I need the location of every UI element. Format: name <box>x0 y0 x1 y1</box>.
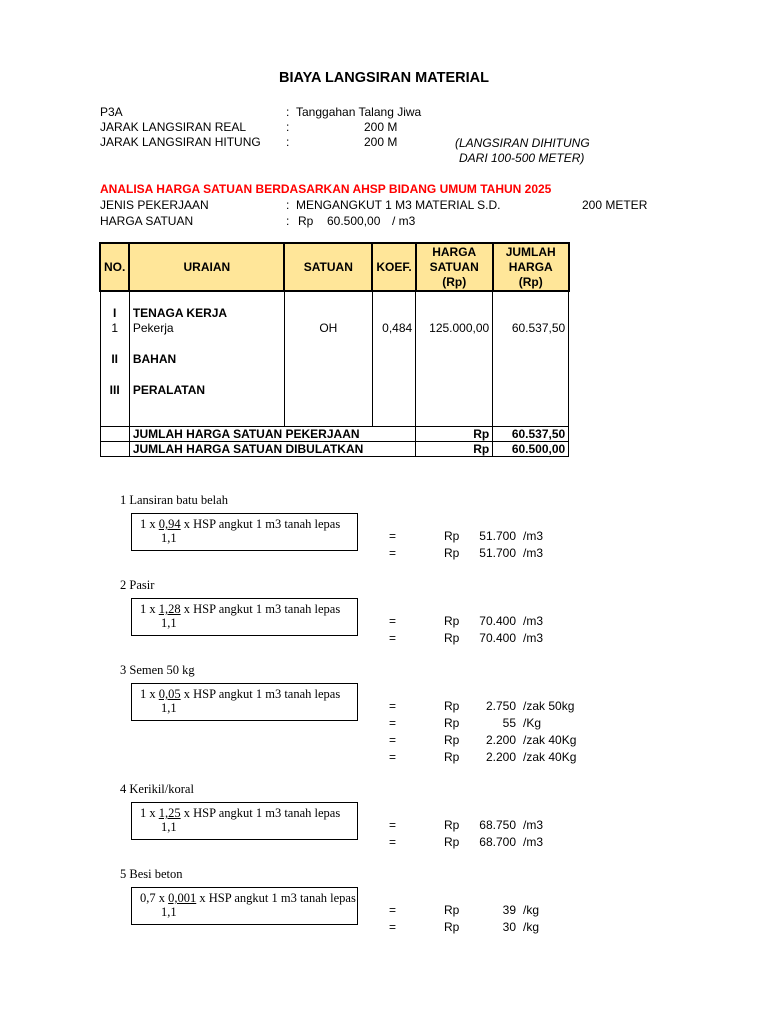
item-1-satuan: OH <box>319 321 338 335</box>
material-heading: 2 Pasir <box>120 578 155 592</box>
header-harga-satuan <box>416 243 493 291</box>
section-2-title: BAHAN <box>132 352 177 366</box>
header-koef: KOEF. <box>372 243 415 291</box>
result-amount: 55 <box>502 716 516 730</box>
result-unit: /zak 40Kg <box>523 733 577 747</box>
distance-note-line2: DARI 100-500 METER) <box>459 151 585 165</box>
result-equals: = <box>389 631 397 645</box>
distance-note-line1: (LANGSIRAN DIHITUNG <box>455 136 590 150</box>
result-equals: = <box>389 733 397 747</box>
header-no: NO. <box>100 243 129 291</box>
real-distance-colon: : <box>286 120 290 134</box>
formula-factor: 0,001 <box>168 891 197 905</box>
work-type-distance: 200 METER <box>582 198 648 212</box>
formula-box <box>131 683 358 721</box>
formula-suffix: x HSP angkut 1 m3 tanah lepas <box>183 806 341 820</box>
result-amount: 68.700 <box>479 835 516 849</box>
result-unit: /m3 <box>523 835 544 849</box>
formula-box <box>131 887 358 925</box>
result-equals: = <box>389 903 397 917</box>
result-currency: Rp <box>444 631 460 645</box>
result-currency: Rp <box>444 818 460 832</box>
formula-denominator: 1,1 <box>161 701 177 715</box>
formula-suffix: x HSP angkut 1 m3 tanah lepas <box>183 517 341 531</box>
total-row <box>100 427 569 442</box>
formula-suffix: x HSP angkut 1 m3 tanah lepas <box>199 891 356 905</box>
formula-prefix: 0,7 x <box>140 891 165 905</box>
formula-suffix: x HSP angkut 1 m3 tanah lepas <box>183 687 341 701</box>
unit-price-currency: Rp <box>298 214 314 228</box>
table-header-row <box>100 243 569 291</box>
page-title: BIAYA LANGSIRAN MATERIAL <box>279 70 489 86</box>
total-value: 60.537,50 <box>493 427 569 442</box>
result-unit: /zak 50kg <box>523 699 575 713</box>
work-type-label: JENIS PEKERJAAN <box>100 198 209 212</box>
unit-price-colon: : <box>286 214 290 228</box>
analysis-table <box>99 242 570 457</box>
real-distance-label: JARAK LANGSIRAN REAL <box>100 120 247 134</box>
rounded-total-row <box>100 442 569 457</box>
formula-factor: 0,94 <box>158 517 181 531</box>
material-heading: 3 Semen 50 kg <box>120 663 195 677</box>
analysis-heading: ANALISA HARGA SATUAN BERDASARKAN AHSP BIDANG UMUM TAHUN 2025 <box>100 182 552 196</box>
result-equals: = <box>389 529 397 543</box>
header-jumlah-line1: JUMLAH <box>505 244 556 259</box>
body-koef-column <box>372 291 415 427</box>
result-amount: 2.200 <box>485 733 516 747</box>
rounded-total-label: JUMLAH HARGA SATUAN DIBULATKAN <box>129 442 415 457</box>
result-amount: 39 <box>502 903 516 917</box>
result-amount: 2.750 <box>485 699 516 713</box>
body-harga-column <box>416 291 493 427</box>
header-satuan: SATUAN <box>284 243 372 291</box>
rounded-total-value: 60.500,00 <box>493 442 569 457</box>
header-jumlah-line2: HARGA <box>508 259 553 274</box>
result-unit: /m3 <box>523 818 544 832</box>
result-currency: Rp <box>444 546 460 560</box>
result-equals: = <box>389 614 397 628</box>
formula-prefix: 1 x <box>140 602 156 616</box>
section-1-no: I <box>113 306 117 320</box>
section-3-no: III <box>109 383 120 397</box>
formula-factor: 1,25 <box>158 806 181 820</box>
result-equals: = <box>389 835 397 849</box>
result-equals: = <box>389 750 397 764</box>
work-type-colon: : <box>286 198 290 212</box>
result-amount: 2.200 <box>485 750 516 764</box>
p3a-colon: : <box>286 105 290 119</box>
result-amount: 70.400 <box>479 631 516 645</box>
result-currency: Rp <box>444 614 460 628</box>
result-unit: /m3 <box>523 529 544 543</box>
formula-denominator: 1,1 <box>161 820 177 834</box>
header-uraian: URAIAN <box>129 243 284 291</box>
result-unit: /m3 <box>523 546 544 560</box>
formula-numerator <box>140 517 340 532</box>
result-unit: /kg <box>523 903 540 917</box>
item-1-name: Pekerja <box>132 321 174 335</box>
formula-denominator: 1,1 <box>161 531 177 545</box>
result-currency: Rp <box>444 699 460 713</box>
formula-numerator <box>140 687 340 702</box>
formula-prefix: 1 x <box>140 517 156 531</box>
header-harga-line3: (Rp) <box>442 274 467 289</box>
section-3-title: PERALATAN <box>132 383 206 397</box>
rounded-total-currency: Rp <box>416 442 493 457</box>
item-1-koef: 0,484 <box>382 321 413 335</box>
result-unit: /m3 <box>523 614 544 628</box>
result-amount: 51.700 <box>479 529 516 543</box>
result-unit: /m3 <box>523 631 544 645</box>
header-jumlah-line3: (Rp) <box>518 274 543 289</box>
body-satuan-column <box>284 291 372 427</box>
formula-prefix: 1 x <box>140 806 156 820</box>
formula-numerator <box>140 891 356 906</box>
result-unit: /zak 40Kg <box>523 750 577 764</box>
result-currency: Rp <box>444 529 460 543</box>
body-jumlah-column <box>493 291 569 427</box>
result-equals: = <box>389 546 397 560</box>
formula-numerator <box>140 602 340 617</box>
formula-suffix: x HSP angkut 1 m3 tanah lepas <box>183 602 341 616</box>
calc-distance-label: JARAK LANGSIRAN HITUNG <box>100 135 261 149</box>
formula-factor: 1,28 <box>158 602 181 616</box>
unit-price-unit: / m3 <box>392 214 416 228</box>
result-amount: 51.700 <box>479 546 516 560</box>
result-currency: Rp <box>444 920 460 934</box>
formula-factor: 0,05 <box>158 687 181 701</box>
p3a-label: P3A <box>100 105 123 119</box>
item-1-harga: 125.000,00 <box>429 321 490 335</box>
total-currency: Rp <box>416 427 493 442</box>
table-body-row <box>100 291 569 427</box>
header-harga-line1: HARGA <box>432 244 477 259</box>
unit-price-value: 60.500,00 <box>327 214 381 228</box>
result-currency: Rp <box>444 733 460 747</box>
result-equals: = <box>389 818 397 832</box>
formula-denominator: 1,1 <box>161 616 177 630</box>
unit-price-label: HARGA SATUAN <box>100 214 194 228</box>
formula-denominator: 1,1 <box>161 905 177 919</box>
work-type-value: MENGANGKUT 1 M3 MATERIAL S.D. <box>296 198 501 212</box>
material-heading: 4 Kerikil/koral <box>120 782 194 796</box>
result-currency: Rp <box>444 835 460 849</box>
body-uraian-column <box>129 291 284 427</box>
result-amount: 30 <box>502 920 516 934</box>
material-heading: 5 Besi beton <box>120 867 183 881</box>
result-currency: Rp <box>444 903 460 917</box>
section-1-title: TENAGA KERJA <box>132 306 228 320</box>
item-1-jumlah: 60.537,50 <box>511 321 566 335</box>
result-equals: = <box>389 716 397 730</box>
section-2-no: II <box>111 352 118 366</box>
header-jumlah-harga <box>493 243 569 291</box>
formula-box <box>131 802 358 840</box>
formula-numerator <box>140 806 340 821</box>
total-label: JUMLAH HARGA SATUAN PEKERJAAN <box>129 427 415 442</box>
item-1-no: 1 <box>111 321 119 335</box>
result-equals: = <box>389 920 397 934</box>
result-currency: Rp <box>444 750 460 764</box>
p3a-value: Tanggahan Talang Jiwa <box>296 105 422 119</box>
formula-prefix: 1 x <box>140 687 156 701</box>
calc-distance-colon: : <box>286 135 290 149</box>
body-no-column <box>100 291 129 427</box>
result-unit: /kg <box>523 920 540 934</box>
formula-box <box>131 598 358 636</box>
result-amount: 70.400 <box>479 614 516 628</box>
result-currency: Rp <box>444 716 460 730</box>
real-distance-value: 200 M <box>364 120 398 134</box>
result-unit: /Kg <box>523 716 542 730</box>
formula-box <box>131 513 358 551</box>
result-equals: = <box>389 699 397 713</box>
calc-distance-value: 200 M <box>364 135 398 149</box>
result-amount: 68.750 <box>479 818 516 832</box>
material-heading: 1 Lansiran batu belah <box>120 493 228 507</box>
header-harga-line2: SATUAN <box>429 259 479 274</box>
